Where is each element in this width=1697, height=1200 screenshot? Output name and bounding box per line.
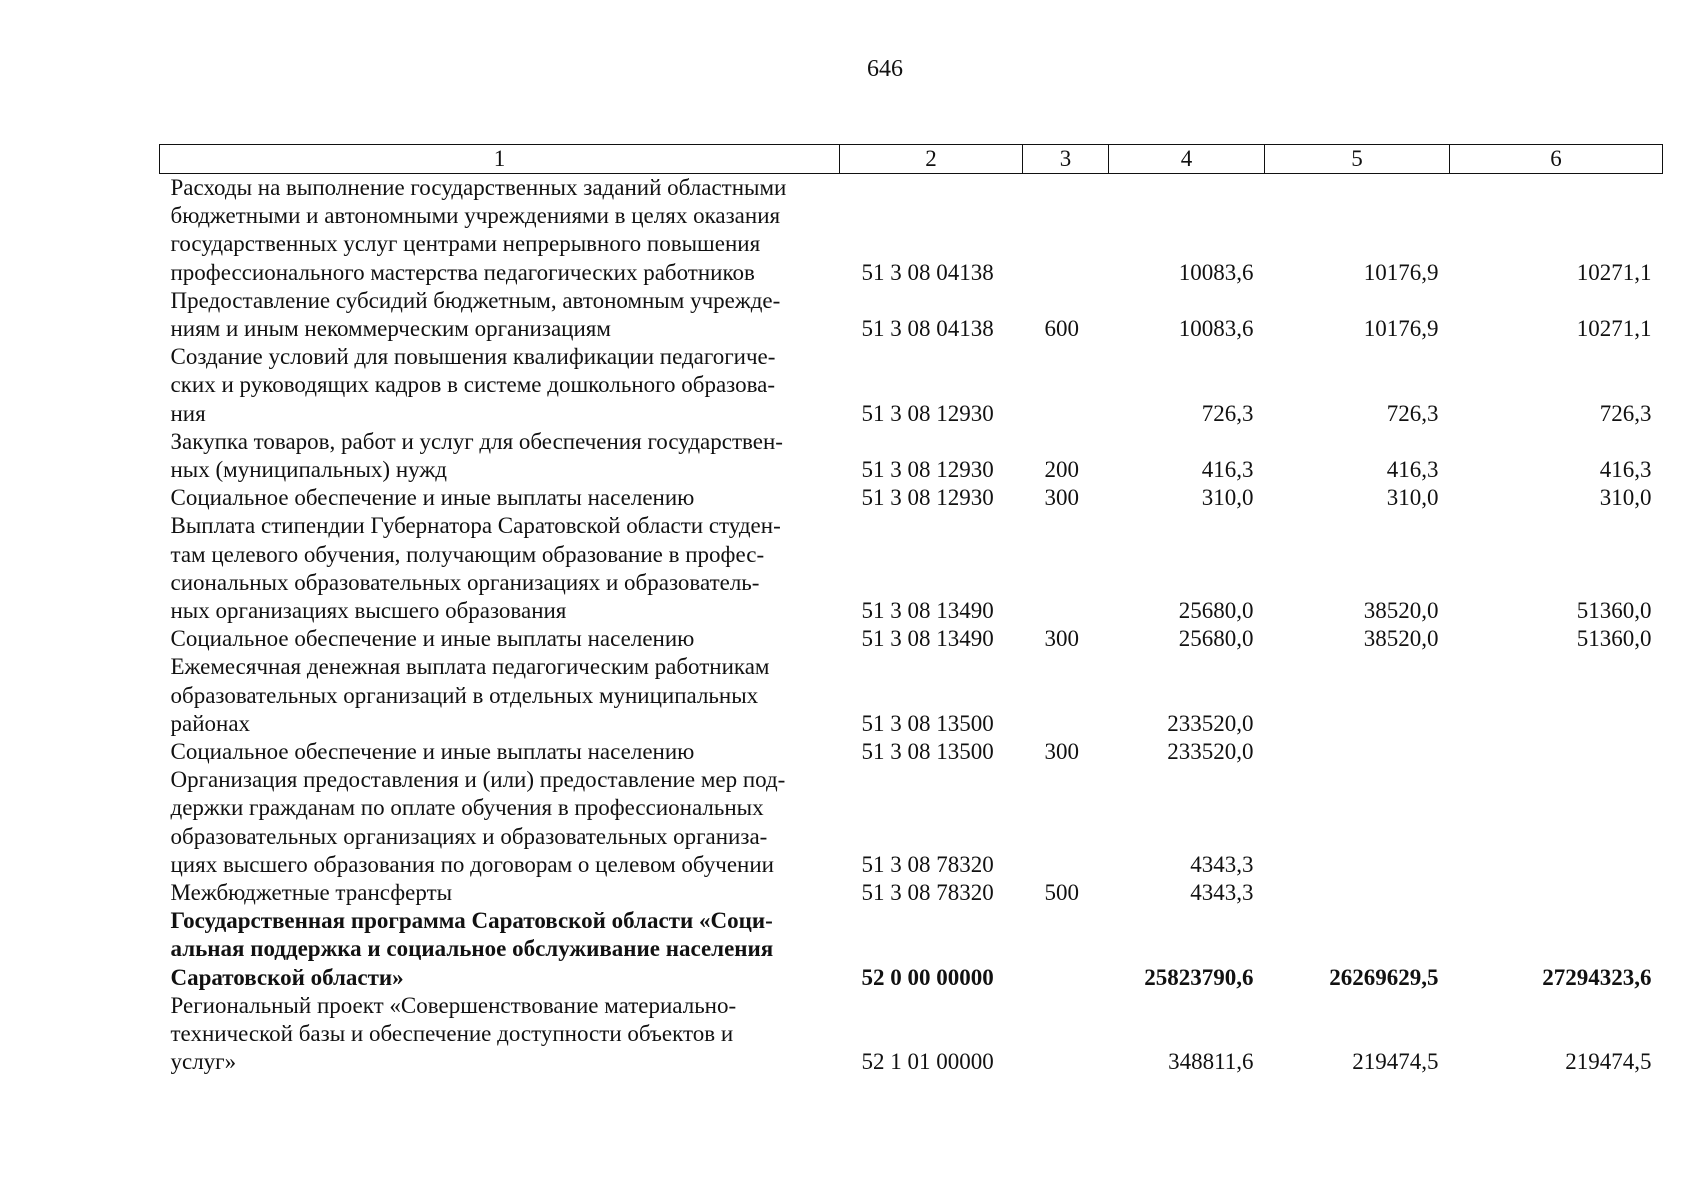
row-value-year-3 [1450,653,1663,738]
header-cell-name: 1 [160,145,840,174]
row-name-line: альная поддержка и социальное обслуживание населения [170,936,774,962]
row-name [160,287,840,343]
row-value-year-2 [1265,879,1450,907]
row-name-line: Социальное обеспечение и иные выплаты населению [170,485,695,511]
row-name-line: образовательных организациях и образовательных организа- [170,823,768,849]
row-name-line: профессионального мастерства педагогических работников [170,259,755,285]
table-row [160,625,1663,653]
row-name-line: Государственная программа Саратовской области «Соци- [170,908,773,934]
row-code: 51 3 08 13500 [861,710,994,736]
row-name-line: технической базы и обеспечение доступности объектов и [170,1021,734,1047]
row-value-year-1: 10083,6 [1178,316,1254,342]
row-name-line: ных (муниципальных) нужд [170,457,447,483]
row-value-year-2: 38520,0 [1363,626,1439,652]
row-name-line: Закупка товаров, работ и услуг для обеспечения государствен- [170,428,783,454]
row-name-line: Саратовской области» [170,964,404,990]
table-row [160,484,1663,512]
row-value-year-2 [1265,766,1450,879]
row-name [160,428,840,484]
header-cell-year-1: 4 [1109,145,1265,174]
row-name-line: бюджетными и автономными учреждениями в целях оказания [170,203,781,229]
row-value-year-1: 25680,0 [1178,626,1254,652]
row-value-year-3 [1450,766,1663,879]
row-name-line: циях высшего образования по договорам о целевом обучении [170,851,774,877]
row-name-line: сиональных образовательных организациях и образователь- [170,569,760,595]
row-value-year-1: 233520,0 [1167,739,1254,765]
row-value-year-1: 726,3 [1201,400,1254,426]
header-row [160,145,1663,174]
row-value-year-1: 416,3 [1201,457,1254,483]
row-name-line: Предоставление субсидий бюджетным, автономным учрежде- [170,287,781,313]
row-name-line: услуг» [170,1049,237,1075]
row-name-line: районах [170,710,251,736]
row-code: 51 3 08 04138 [861,259,994,285]
row-value-year-3: 726,3 [1599,400,1652,426]
row-code: 52 1 01 00000 [861,1049,994,1075]
row-name-line: ских и руководящих кадров в системе дошкольного образова- [170,372,776,398]
row-value-year-3: 10271,1 [1576,259,1652,285]
row-name-line: Создание условий для повышения квалификации педагогиче- [170,344,776,370]
row-value-year-1: 233520,0 [1167,710,1254,736]
row-code: 51 3 08 12930 [861,457,994,483]
row-value-year-2 [1265,653,1450,738]
row-name [160,907,840,992]
row-name-line: держки гражданам по оплате обучения в профессиональных [170,795,764,821]
header-cell-year-3: 6 [1450,145,1663,174]
header-cell-year-2: 5 [1265,145,1450,174]
row-value-year-1: 348811,6 [1168,1049,1254,1075]
row-expense-type: 200 [1044,457,1079,483]
table-row [160,738,1663,766]
table-row [160,343,1663,428]
row-name-line: Социальное обеспечение и иные выплаты населению [170,626,695,652]
row-name-line: ния [170,400,206,426]
row-expense-type [1023,907,1109,992]
table-row [160,428,1663,484]
row-name [160,512,840,625]
row-name [160,879,840,907]
page-number: 646 [867,56,903,82]
row-name-line: государственных услуг центрами непрерывного повышения [170,231,761,257]
header-cell-code: 2 [840,145,1023,174]
row-value-year-2: 219474,5 [1352,1049,1439,1075]
row-value-year-2: 10176,9 [1363,259,1439,285]
row-code: 51 3 08 13490 [861,598,994,624]
row-expense-type: 300 [1044,626,1079,652]
row-name [160,343,840,428]
row-value-year-2: 38520,0 [1363,598,1439,624]
row-name-line: Выплата стипендии Губернатора Саратовской области студен- [170,513,781,539]
row-value-year-3 [1450,879,1663,907]
row-name [160,992,840,1077]
row-code: 51 3 08 78320 [861,851,994,877]
row-name-line: Региональный проект «Совершенствование материально- [170,992,737,1018]
row-name-line: ниям и иным некоммерческим организациям [170,316,611,342]
row-value-year-1: 10083,6 [1178,259,1254,285]
row-expense-type [1023,512,1109,625]
table-row [160,907,1663,992]
row-name [160,653,840,738]
row-name [160,174,840,287]
row-name-line: там целевого обучения, получающим образование в профес- [170,541,765,567]
row-value-year-1: 4343,3 [1190,851,1254,877]
table-row [160,653,1663,738]
table-row [160,879,1663,907]
row-expense-type: 300 [1044,485,1079,511]
row-name [160,484,840,512]
row-value-year-2: 726,3 [1386,400,1439,426]
row-name [160,766,840,879]
row-name-line: Расходы на выполнение государственных заданий областными [170,175,787,200]
row-value-year-3: 51360,0 [1576,626,1652,652]
row-expense-type: 300 [1044,739,1079,765]
row-value-year-2: 10176,9 [1363,316,1439,342]
row-value-year-1: 310,0 [1201,485,1254,511]
row-name-line: Ежемесячная денежная выплата педагогическим работникам [170,654,770,680]
row-value-year-3 [1450,738,1663,766]
row-code: 51 3 08 13500 [861,739,994,765]
row-expense-type [1023,766,1109,879]
row-name-line: Организация предоставления и (или) предоставление мер под- [170,767,786,793]
row-value-year-2: 416,3 [1386,457,1439,483]
row-value-year-3: 310,0 [1599,485,1652,511]
row-name-line: Социальное обеспечение и иные выплаты населению [170,739,695,765]
row-value-year-3: 51360,0 [1576,598,1652,624]
row-expense-type [1023,174,1109,287]
row-name-line: ных организациях высшего образования [170,598,567,624]
header-cell-expense-type: 3 [1023,145,1109,174]
row-name [160,738,840,766]
row-code: 51 3 08 12930 [861,485,994,511]
row-code: 51 3 08 13490 [861,626,994,652]
row-value-year-2 [1265,738,1450,766]
table-row [160,766,1663,879]
table-row [160,174,1663,287]
budget-table [159,144,1663,1077]
row-value-year-2: 26269629,5 [1329,964,1439,990]
row-expense-type: 500 [1044,880,1079,906]
row-expense-type: 600 [1044,316,1079,342]
row-name [160,625,840,653]
row-code: 51 3 08 04138 [861,316,994,342]
row-code: 51 3 08 78320 [861,880,994,906]
row-name-line: образовательных организаций в отдельных муниципальных [170,682,759,708]
row-value-year-2: 310,0 [1386,485,1439,511]
row-expense-type [1023,653,1109,738]
table-row [160,992,1663,1077]
row-code: 52 0 00 00000 [861,964,994,990]
row-value-year-1: 25823790,6 [1144,964,1254,990]
row-value-year-1: 4343,3 [1190,880,1254,906]
row-value-year-1: 25680,0 [1178,598,1254,624]
table-body [160,174,1663,1077]
row-code: 51 3 08 12930 [861,400,994,426]
row-value-year-3: 416,3 [1599,457,1652,483]
row-value-year-3: 10271,1 [1576,316,1652,342]
table-row [160,287,1663,343]
row-expense-type [1023,992,1109,1077]
row-value-year-3: 219474,5 [1565,1049,1652,1075]
row-name-line: Межбюджетные трансферты [170,880,453,906]
table-row [160,512,1663,625]
row-expense-type [1023,343,1109,428]
row-value-year-3: 27294323,6 [1542,964,1652,990]
